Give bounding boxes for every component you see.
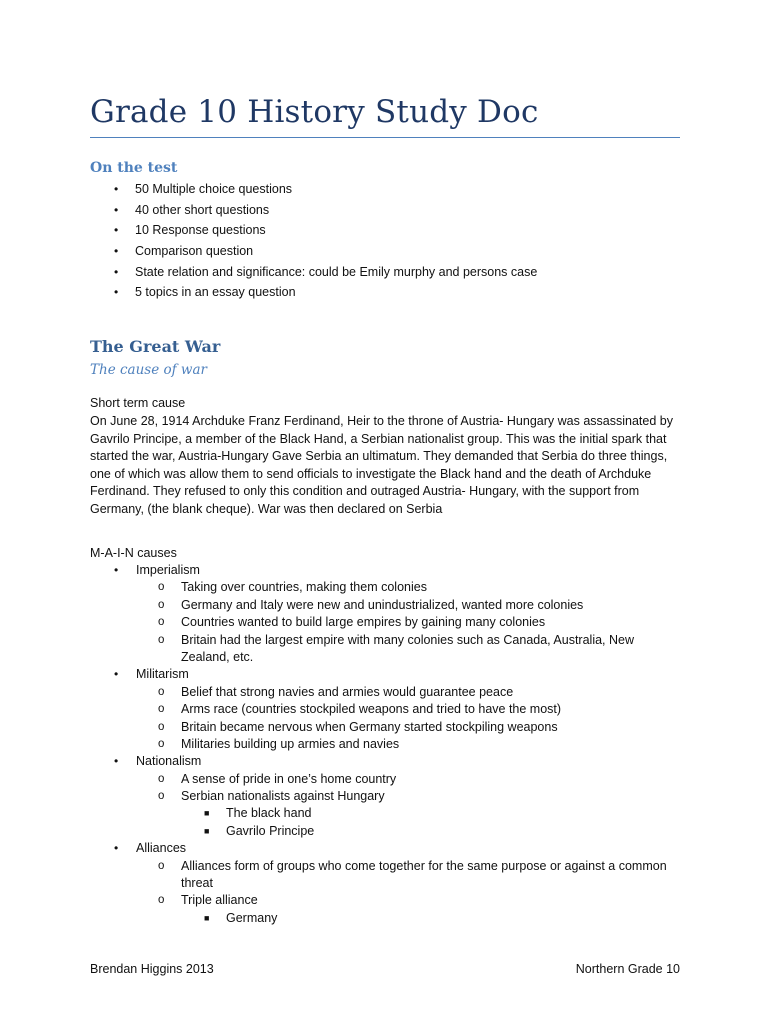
outline-item-text: Germany and Italy were new and unindustrialized, wanted more colonies <box>181 597 584 612</box>
circle-bullet-icon: o <box>158 894 165 907</box>
bullet-icon: • <box>114 182 119 196</box>
outline-item-text: Imperialism <box>136 563 200 577</box>
outline-item-text: Taking over countries, making them colonies <box>181 580 427 595</box>
outline-item <box>0 614 768 631</box>
bullet-icon: • <box>114 667 119 682</box>
outline-item-text: Triple alliance <box>181 893 258 908</box>
outline-item-text: Britain became nervous when Germany started stockpiling weapons <box>181 719 558 734</box>
outline-item-text: Alliances form of groups who come together for the same purpose or against a common <box>181 858 667 873</box>
paragraph-line: one of which was allow them to send officials to investigate the Black hand and the death of Archduke <box>90 466 652 481</box>
outline-item-text: Nationalism <box>136 754 202 769</box>
bullet-icon: • <box>114 841 119 856</box>
list-item: • 10 Response questions <box>0 222 768 243</box>
bullet-icon: • <box>114 223 119 238</box>
outline-item-text: The black hand <box>226 806 312 821</box>
outline-item <box>0 771 768 788</box>
outline-item-text: Belief that strong navies and armies would guarantee peace <box>181 684 514 699</box>
square-bullet-icon: ■ <box>204 825 210 836</box>
bullet-icon: • <box>114 264 119 279</box>
outline-item <box>0 892 768 909</box>
outline-item-text: Arms race (countries stockpiled weapons and tried to have the most) <box>181 702 562 717</box>
paragraph-line: On June 28, 1914 Archduke Franz Ferdinand, Heir to the throne of Austria- Hungary was assassinated by <box>90 414 673 428</box>
list-item: • State relation and significance: could be Emily murphy and persons case <box>0 264 768 285</box>
outline-item <box>0 805 768 822</box>
short-term-cause-label: Short term cause <box>90 396 186 410</box>
bullet-icon: • <box>114 244 119 259</box>
square-bullet-icon: ■ <box>204 808 210 819</box>
bullet-icon: • <box>114 202 119 217</box>
outline-item-text: A sense of pride in one’s home country <box>181 771 397 786</box>
circle-bullet-icon: o <box>158 703 165 716</box>
circle-bullet-icon: o <box>158 772 165 785</box>
footer-school: Northern Grade 10 <box>575 962 680 976</box>
outline-item <box>0 736 768 753</box>
list-item: • Comparison question <box>0 243 768 264</box>
list-item: • 50 Multiple choice questions <box>0 181 768 202</box>
bullet-icon: • <box>114 285 119 300</box>
outline-item <box>0 684 768 701</box>
outline-item-text: Militaries building up armies and navies <box>181 736 400 751</box>
outline-item-text: Gavrilo Principe <box>226 823 315 838</box>
outline-item <box>0 597 768 614</box>
outline-item-text: Militarism <box>136 667 189 682</box>
bullet-icon: • <box>114 563 119 577</box>
outline-item <box>0 753 768 770</box>
outline-item-text: Countries wanted to build large empires by gaining many colonies <box>181 615 546 630</box>
circle-bullet-icon: o <box>158 790 165 803</box>
outline-item-text: threat <box>181 876 213 891</box>
cause-of-war-subtitle: The cause of war <box>90 362 207 378</box>
list-item: • 40 other short questions <box>0 202 768 223</box>
outline-item <box>0 858 768 875</box>
outline-item <box>0 840 768 857</box>
footer-author: Brendan Higgins 2013 <box>90 962 214 976</box>
circle-bullet-icon: o <box>158 685 165 698</box>
paragraph-line: Germany, (the blank cheque). War was then declared on Serbia <box>90 501 443 516</box>
outline-item <box>0 910 768 927</box>
document-title: Grade 10 History Study Doc <box>90 94 539 130</box>
outline-item-text: Britain had the largest empire with many colonies such as Canada, Australia, New <box>181 632 635 647</box>
great-war-heading: The Great War <box>90 337 221 356</box>
main-causes-outline <box>0 562 768 927</box>
circle-bullet-icon: o <box>158 633 165 646</box>
paragraph-line: started the war, Austria-Hungary Gave Serbia an ultimatum. They demanded that Serbia do three things, <box>90 449 668 464</box>
circle-bullet-icon: o <box>158 616 165 629</box>
bullet-icon: • <box>114 754 119 769</box>
on-the-test-list <box>0 181 768 305</box>
outline-item <box>0 823 768 840</box>
outline-item-text: Serbian nationalists against Hungary <box>181 789 385 804</box>
paragraph-line: Ferdinand. They refused to only this condition and outraged Austria- Hungary, with the support from <box>90 484 640 499</box>
outline-item <box>0 719 768 736</box>
on-the-test-heading: On the test <box>90 160 178 176</box>
outline-item <box>0 632 768 649</box>
outline-item <box>0 875 768 892</box>
outline-item-text: Alliances <box>136 841 187 856</box>
outline-item <box>0 701 768 718</box>
short-term-cause-paragraph <box>90 413 690 519</box>
outline-item <box>0 579 768 596</box>
circle-bullet-icon: o <box>158 737 165 750</box>
outline-item <box>0 788 768 805</box>
circle-bullet-icon: o <box>158 859 165 872</box>
title-underline <box>90 137 680 138</box>
circle-bullet-icon: o <box>158 720 165 733</box>
circle-bullet-icon: o <box>158 581 165 594</box>
outline-item-text: Germany <box>226 910 278 925</box>
paragraph-line: Gavrilo Principe, a member of the Black Hand, a Serbian nationalist group. This was the initial spark that <box>90 431 667 446</box>
main-causes-label: M-A-I-N causes <box>90 546 177 560</box>
outline-item <box>0 562 768 579</box>
circle-bullet-icon: o <box>158 598 165 611</box>
outline-item <box>0 666 768 683</box>
outline-item-text: Zealand, etc. <box>181 649 254 664</box>
list-item: • 5 topics in an essay question <box>0 284 768 305</box>
outline-item <box>0 649 768 666</box>
square-bullet-icon: ■ <box>204 912 210 923</box>
